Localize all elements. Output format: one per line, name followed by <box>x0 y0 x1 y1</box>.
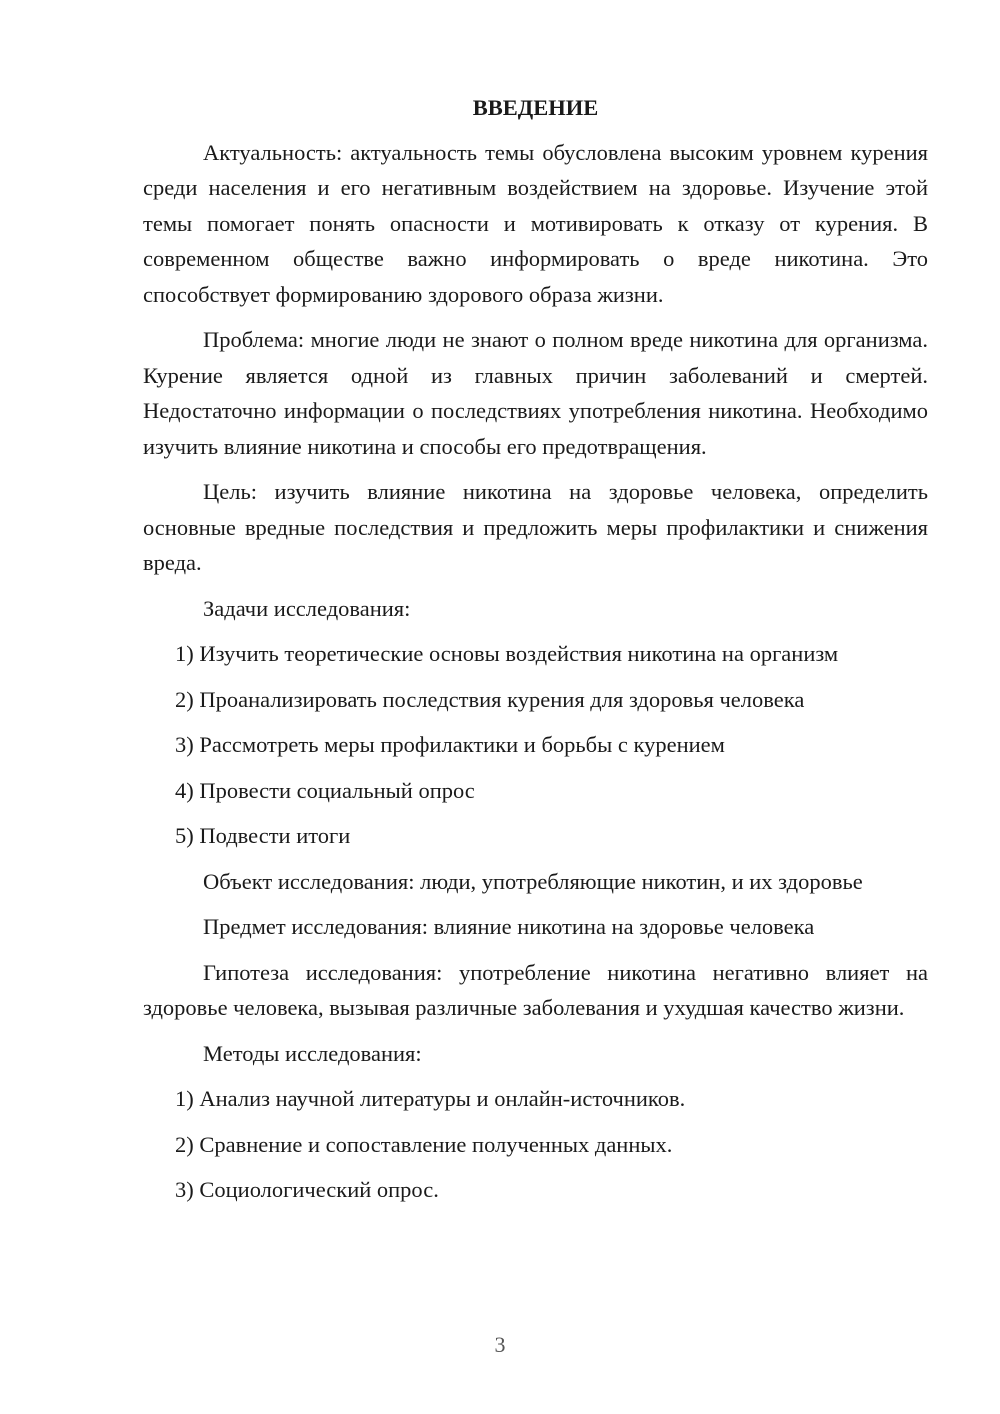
hypothesis-paragraph: Гипотеза исследования: употребление никотина негативно влияет на здоровье человека, вызывая различные заболевания и ухудшая качество жизни. <box>143 959 928 1020</box>
problem-paragraph: Проблема: многие люди не знают о полном вреде никотина для организма. Курение является одной из главных причин заболеваний и смертей. Недостаточно информации о последствиях употребления никотина. Необходимо изучить влияние никотина и способы его предотвращения. <box>143 327 928 459</box>
task-item: 5) Подвести итоги <box>175 823 351 848</box>
page-number: 3 <box>494 1332 506 1357</box>
relevance-paragraph: Актуальность: актуальность темы обусловлена высоким уровнем курения среди населения и его негативным воздействием на здоровье. Изучение этой темы помогает понять опасности и мотивировать к отказу от курения. В современном обществе важно информировать о вреде никотина. Это способствует формированию здорового образа жизни. <box>143 139 928 307</box>
goal-paragraph: Цель: изучить влияние никотина на здоровье человека, определить основные вредные последствия и предложить меры профилактики и снижения вреда. <box>143 479 928 575</box>
page-title: ВВЕДЕНИЕ <box>472 95 599 120</box>
task-item: 4) Провести социальный опрос <box>175 777 475 803</box>
object-paragraph: Объект исследования: люди, употребляющие никотин, и их здоровье <box>203 868 863 894</box>
method-item: 1) Анализ научной литературы и онлайн-источников. <box>175 1086 686 1111</box>
task-item: 3) Рассмотреть меры профилактики и борьбы с курением <box>175 732 725 757</box>
task-item: 1) Изучить теоретические основы воздействия никотина на организм <box>175 641 839 666</box>
methods-heading: Методы исследования: <box>203 1040 422 1066</box>
task-item: 2) Проанализировать последствия курения для здоровья человека <box>175 686 805 712</box>
method-item: 2) Сравнение и сопоставление полученных данных. <box>175 1131 673 1157</box>
subject-paragraph: Предмет исследования: влияние никотина на здоровье человека <box>203 914 815 939</box>
method-item: 3) Социологический опрос. <box>175 1177 439 1202</box>
tasks-heading: Задачи исследования: <box>203 595 411 621</box>
document-page <box>143 90 928 1218</box>
